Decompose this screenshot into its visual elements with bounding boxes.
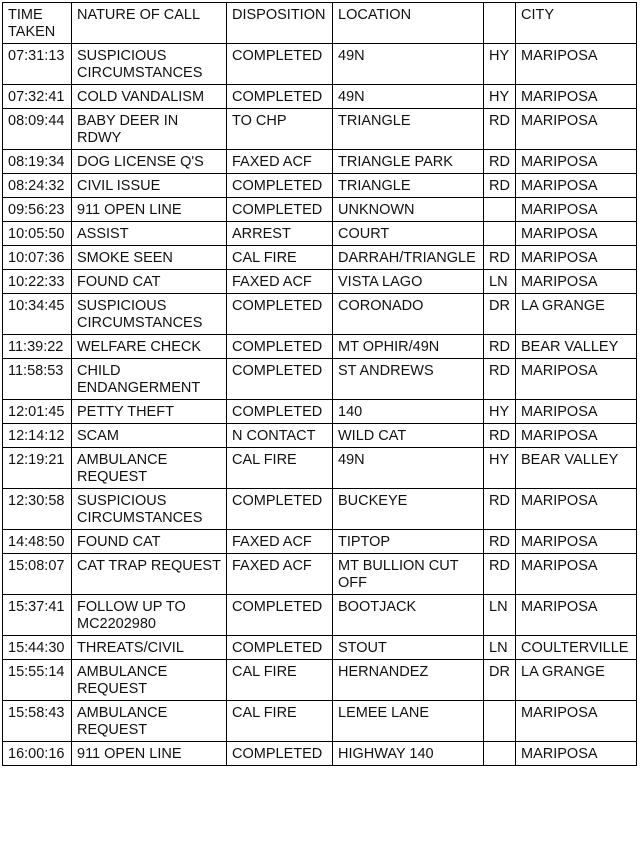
cell-suffix: RD (484, 489, 516, 530)
cell-suffix: HY (484, 400, 516, 424)
cell-time: 11:58:53 (3, 359, 72, 400)
cell-suffix: RD (484, 424, 516, 448)
cell-suffix (484, 701, 516, 742)
cell-time: 15:55:14 (3, 660, 72, 701)
cell-suffix: LN (484, 595, 516, 636)
cell-city: MARIPOSA (516, 246, 637, 270)
header-suffix (484, 3, 516, 44)
cell-nature: SUSPICIOUS CIRCUMSTANCES (72, 44, 227, 85)
cell-suffix (484, 198, 516, 222)
table-row (3, 448, 637, 489)
table-row (3, 222, 637, 246)
cell-time: 12:14:12 (3, 424, 72, 448)
cell-disposition: N CONTACT (227, 424, 333, 448)
cell-location: TRIANGLE (333, 174, 484, 198)
cell-city: LA GRANGE (516, 660, 637, 701)
cell-location: BOOTJACK (333, 595, 484, 636)
cell-disposition: COMPLETED (227, 489, 333, 530)
table-row (3, 742, 637, 766)
cell-city: BEAR VALLEY (516, 335, 637, 359)
cell-nature: FOUND CAT (72, 530, 227, 554)
cell-location: HIGHWAY 140 (333, 742, 484, 766)
cell-suffix: RD (484, 246, 516, 270)
cell-city: MARIPOSA (516, 198, 637, 222)
table-row (3, 400, 637, 424)
table-row (3, 335, 637, 359)
cell-city: MARIPOSA (516, 109, 637, 150)
cell-nature: AMBULANCE REQUEST (72, 701, 227, 742)
cell-city: MARIPOSA (516, 400, 637, 424)
cell-city: MARIPOSA (516, 554, 637, 595)
cell-disposition: FAXED ACF (227, 150, 333, 174)
table-row (3, 246, 637, 270)
cell-location: HERNANDEZ (333, 660, 484, 701)
cell-location: UNKNOWN (333, 198, 484, 222)
cell-time: 10:22:33 (3, 270, 72, 294)
cell-nature: COLD VANDALISM (72, 85, 227, 109)
cell-location: DARRAH/TRIANGLE (333, 246, 484, 270)
table-row (3, 359, 637, 400)
table-row (3, 109, 637, 150)
cell-suffix (484, 222, 516, 246)
table-row (3, 150, 637, 174)
table-row (3, 294, 637, 335)
cell-disposition: COMPLETED (227, 636, 333, 660)
cell-nature: SUSPICIOUS CIRCUMSTANCES (72, 489, 227, 530)
cell-suffix: DR (484, 660, 516, 701)
cell-location: LEMEE LANE (333, 701, 484, 742)
header-row (3, 3, 637, 44)
cell-suffix: RD (484, 174, 516, 198)
cell-suffix: RD (484, 335, 516, 359)
cell-time: 11:39:22 (3, 335, 72, 359)
cell-nature: 911 OPEN LINE (72, 198, 227, 222)
cell-suffix: HY (484, 85, 516, 109)
cell-disposition: COMPLETED (227, 335, 333, 359)
cell-location: TRIANGLE PARK (333, 150, 484, 174)
cell-location: WILD CAT (333, 424, 484, 448)
cell-nature: DOG LICENSE Q'S (72, 150, 227, 174)
cell-city: COULTERVILLE (516, 636, 637, 660)
cell-disposition: COMPLETED (227, 174, 333, 198)
cell-suffix: LN (484, 636, 516, 660)
cell-location: ST ANDREWS (333, 359, 484, 400)
header-city: CITY (516, 3, 637, 44)
cell-city: MARIPOSA (516, 44, 637, 85)
cell-disposition: CAL FIRE (227, 246, 333, 270)
cell-location: TIPTOP (333, 530, 484, 554)
cell-suffix: HY (484, 448, 516, 489)
cell-nature: BABY DEER IN RDWY (72, 109, 227, 150)
cell-time: 10:07:36 (3, 246, 72, 270)
cell-disposition: CAL FIRE (227, 701, 333, 742)
cell-city: MARIPOSA (516, 742, 637, 766)
cell-time: 12:30:58 (3, 489, 72, 530)
cell-city: MARIPOSA (516, 424, 637, 448)
cell-city: MARIPOSA (516, 595, 637, 636)
cell-disposition: FAXED ACF (227, 530, 333, 554)
cell-disposition: COMPLETED (227, 595, 333, 636)
table-row (3, 174, 637, 198)
cell-disposition: FAXED ACF (227, 554, 333, 595)
cell-disposition: COMPLETED (227, 85, 333, 109)
cell-location: VISTA LAGO (333, 270, 484, 294)
cell-city: MARIPOSA (516, 150, 637, 174)
table-row (3, 660, 637, 701)
cell-location: MT BULLION CUT OFF (333, 554, 484, 595)
cell-time: 10:34:45 (3, 294, 72, 335)
cell-time: 12:19:21 (3, 448, 72, 489)
table-row (3, 554, 637, 595)
cell-nature: SMOKE SEEN (72, 246, 227, 270)
table-row (3, 270, 637, 294)
call-log-table (2, 2, 637, 766)
cell-city: MARIPOSA (516, 270, 637, 294)
cell-nature: 911 OPEN LINE (72, 742, 227, 766)
cell-time: 08:19:34 (3, 150, 72, 174)
cell-suffix: RD (484, 150, 516, 174)
cell-location: 49N (333, 448, 484, 489)
cell-location: STOUT (333, 636, 484, 660)
table-row (3, 198, 637, 222)
cell-nature: FOLLOW UP TO MC2202980 (72, 595, 227, 636)
cell-time: 15:58:43 (3, 701, 72, 742)
cell-nature: WELFARE CHECK (72, 335, 227, 359)
cell-location: MT OPHIR/49N (333, 335, 484, 359)
table-row (3, 636, 637, 660)
table-row (3, 424, 637, 448)
cell-time: 12:01:45 (3, 400, 72, 424)
cell-location: 49N (333, 85, 484, 109)
cell-suffix: HY (484, 44, 516, 85)
header-disposition: DISPOSITION (227, 3, 333, 44)
cell-city: MARIPOSA (516, 701, 637, 742)
cell-city: MARIPOSA (516, 530, 637, 554)
header-nature: NATURE OF CALL (72, 3, 227, 44)
cell-time: 14:48:50 (3, 530, 72, 554)
table-row (3, 701, 637, 742)
cell-nature: CAT TRAP REQUEST (72, 554, 227, 595)
cell-city: MARIPOSA (516, 85, 637, 109)
cell-city: BEAR VALLEY (516, 448, 637, 489)
cell-nature: PETTY THEFT (72, 400, 227, 424)
cell-disposition: COMPLETED (227, 742, 333, 766)
cell-city: MARIPOSA (516, 489, 637, 530)
table-row (3, 44, 637, 85)
cell-suffix: RD (484, 554, 516, 595)
cell-time: 08:24:32 (3, 174, 72, 198)
cell-disposition: FAXED ACF (227, 270, 333, 294)
table-row (3, 489, 637, 530)
cell-suffix: DR (484, 294, 516, 335)
cell-time: 07:31:13 (3, 44, 72, 85)
cell-time: 07:32:41 (3, 85, 72, 109)
cell-disposition: COMPLETED (227, 294, 333, 335)
cell-nature: AMBULANCE REQUEST (72, 448, 227, 489)
cell-nature: SCAM (72, 424, 227, 448)
cell-disposition: COMPLETED (227, 359, 333, 400)
cell-nature: AMBULANCE REQUEST (72, 660, 227, 701)
table-row (3, 595, 637, 636)
cell-city: LA GRANGE (516, 294, 637, 335)
cell-nature: CHILD ENDANGERMENT (72, 359, 227, 400)
cell-nature: ASSIST (72, 222, 227, 246)
cell-time: 15:37:41 (3, 595, 72, 636)
cell-suffix: RD (484, 109, 516, 150)
cell-disposition: ARREST (227, 222, 333, 246)
cell-location: 49N (333, 44, 484, 85)
cell-disposition: COMPLETED (227, 400, 333, 424)
cell-nature: SUSPICIOUS CIRCUMSTANCES (72, 294, 227, 335)
cell-disposition: COMPLETED (227, 44, 333, 85)
table-row (3, 530, 637, 554)
cell-location: 140 (333, 400, 484, 424)
cell-disposition: CAL FIRE (227, 448, 333, 489)
header-location: LOCATION (333, 3, 484, 44)
cell-city: MARIPOSA (516, 174, 637, 198)
cell-time: 08:09:44 (3, 109, 72, 150)
table-row (3, 85, 637, 109)
cell-suffix: RD (484, 530, 516, 554)
cell-city: MARIPOSA (516, 222, 637, 246)
cell-nature: THREATS/CIVIL (72, 636, 227, 660)
cell-city: MARIPOSA (516, 359, 637, 400)
cell-suffix: LN (484, 270, 516, 294)
cell-disposition: TO CHP (227, 109, 333, 150)
cell-location: BUCKEYE (333, 489, 484, 530)
cell-suffix: RD (484, 359, 516, 400)
cell-location: TRIANGLE (333, 109, 484, 150)
cell-disposition: COMPLETED (227, 198, 333, 222)
cell-suffix (484, 742, 516, 766)
cell-time: 10:05:50 (3, 222, 72, 246)
cell-time: 15:08:07 (3, 554, 72, 595)
cell-disposition: CAL FIRE (227, 660, 333, 701)
cell-time: 15:44:30 (3, 636, 72, 660)
cell-location: CORONADO (333, 294, 484, 335)
cell-nature: FOUND CAT (72, 270, 227, 294)
cell-nature: CIVIL ISSUE (72, 174, 227, 198)
cell-time: 16:00:16 (3, 742, 72, 766)
cell-time: 09:56:23 (3, 198, 72, 222)
header-time: TIME TAKEN (3, 3, 72, 44)
cell-location: COURT (333, 222, 484, 246)
